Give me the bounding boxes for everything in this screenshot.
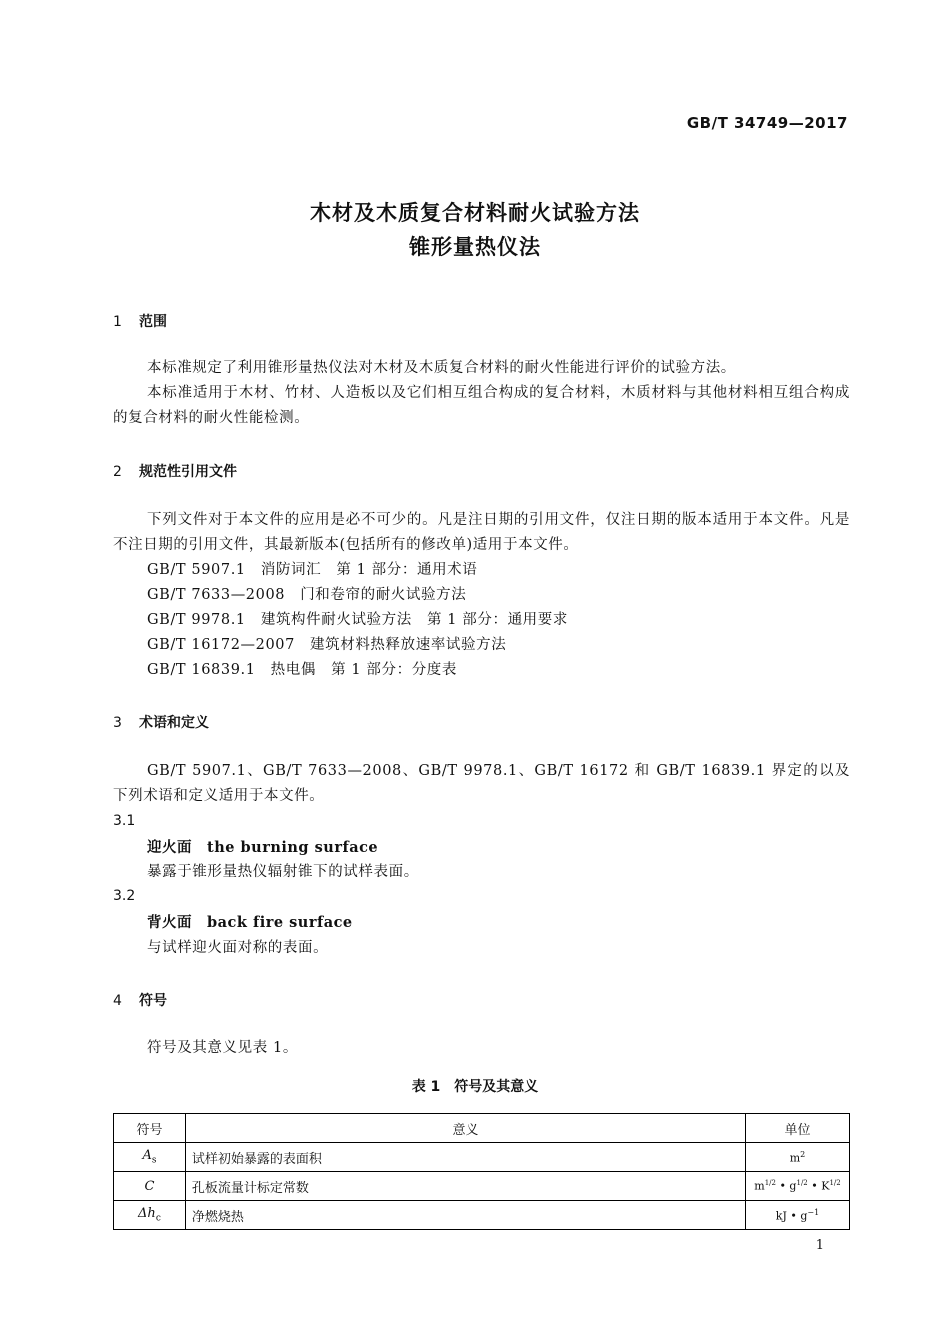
reference-item: GB/T 7633—2008 门和卷帘的耐火试验方法 [147, 587, 467, 603]
section-number: 4 [113, 993, 122, 1009]
table-header-cell: 意义 [185, 1114, 745, 1143]
table-header-cell: 单位 [745, 1114, 849, 1143]
scope-paragraph-2: 本标准适用于木材、竹材、人造板以及它们相互组合构成的复合材料，木质材料与其他材料相互组合构成的复合材料的耐火性能检测。 [113, 385, 850, 426]
section-heading-terms [113, 712, 209, 732]
table-row [114, 1143, 850, 1172]
table-row [114, 1201, 850, 1230]
table-row [114, 1172, 850, 1201]
meaning-cell: 试样初始暴露的表面积 [185, 1143, 745, 1172]
document-title: 木材及木质复合材料耐火试验方法 [310, 201, 640, 225]
section-number: 2 [113, 464, 122, 480]
meaning-cell: 净燃烧热 [185, 1201, 745, 1230]
section-title: 符号 [139, 993, 167, 1009]
symbol-cell: $\Delta h_c$ [114, 1201, 186, 1230]
section-title: 术语和定义 [139, 715, 209, 731]
symbol-cell: $A_s$ [114, 1143, 186, 1172]
term-definition: 与试样迎火面对称的表面。 [147, 940, 329, 956]
terms-intro-paragraph: GB/T 5907.1、GB/T 7633—2008、GB/T 9978.1、GB/T 16172 和 GB/T 16839.1 界定的以及下列术语和定义适用于本文件。 [113, 763, 850, 804]
section-heading-symbols [113, 990, 167, 1010]
section-title: 规范性引用文件 [139, 464, 237, 480]
document-subtitle: 锥形量热仪法 [409, 235, 541, 259]
section-heading-normative-references [113, 461, 237, 481]
clause-number: 3.1 [113, 813, 136, 829]
references-intro-paragraph: 下列文件对于本文件的应用是必不可少的。凡是注日期的引用文件，仅注日期的版本适用于本文件。凡是不注日期的引用文件，其最新版本(包括所有的修改单)适用于本文件。 [113, 512, 850, 553]
document-number: GB/T 34749—2017 [686, 114, 848, 132]
symbols-table [113, 1113, 850, 1230]
unit-cell: $m^2$ [745, 1143, 849, 1172]
table-header-row [114, 1114, 850, 1143]
symbols-intro-paragraph: 符号及其意义见表 1。 [147, 1040, 298, 1056]
symbol-cell: C [114, 1172, 186, 1201]
unit-cell: $m^{1/2}$ • $g^{1/2}$ • $K^{1/2}$ [745, 1172, 849, 1201]
clause-number: 3.2 [113, 888, 136, 904]
reference-item: GB/T 5907.1 消防词汇 第 1 部分：通用术语 [147, 562, 478, 578]
meaning-cell: 孔板流量计标定常数 [185, 1172, 745, 1201]
term-heading: 迎火面 the burning surface [147, 839, 379, 856]
section-title: 范围 [139, 314, 167, 330]
section-number: 1 [113, 314, 122, 330]
table-caption: 表 1 符号及其意义 [411, 1079, 539, 1095]
reference-item: GB/T 9978.1 建筑构件耐火试验方法 第 1 部分：通用要求 [147, 612, 568, 628]
section-number: 3 [113, 715, 122, 731]
reference-item: GB/T 16839.1 热电偶 第 1 部分：分度表 [147, 662, 458, 678]
section-heading-scope [113, 311, 167, 331]
reference-item: GB/T 16172—2007 建筑材料热释放速率试验方法 [147, 637, 507, 653]
scope-paragraph-1: 本标准规定了利用锥形量热仪法对木材及木质复合材料的耐火性能进行评价的试验方法。 [147, 360, 736, 376]
term-definition: 暴露于锥形量热仪辐射锥下的试样表面。 [147, 864, 419, 880]
term-heading: 背火面 back fire surface [147, 914, 353, 931]
table-header-cell: 符号 [114, 1114, 186, 1143]
page-number: 1 [815, 1238, 824, 1253]
unit-cell: kJ • $g^{-1}$ [745, 1201, 849, 1230]
